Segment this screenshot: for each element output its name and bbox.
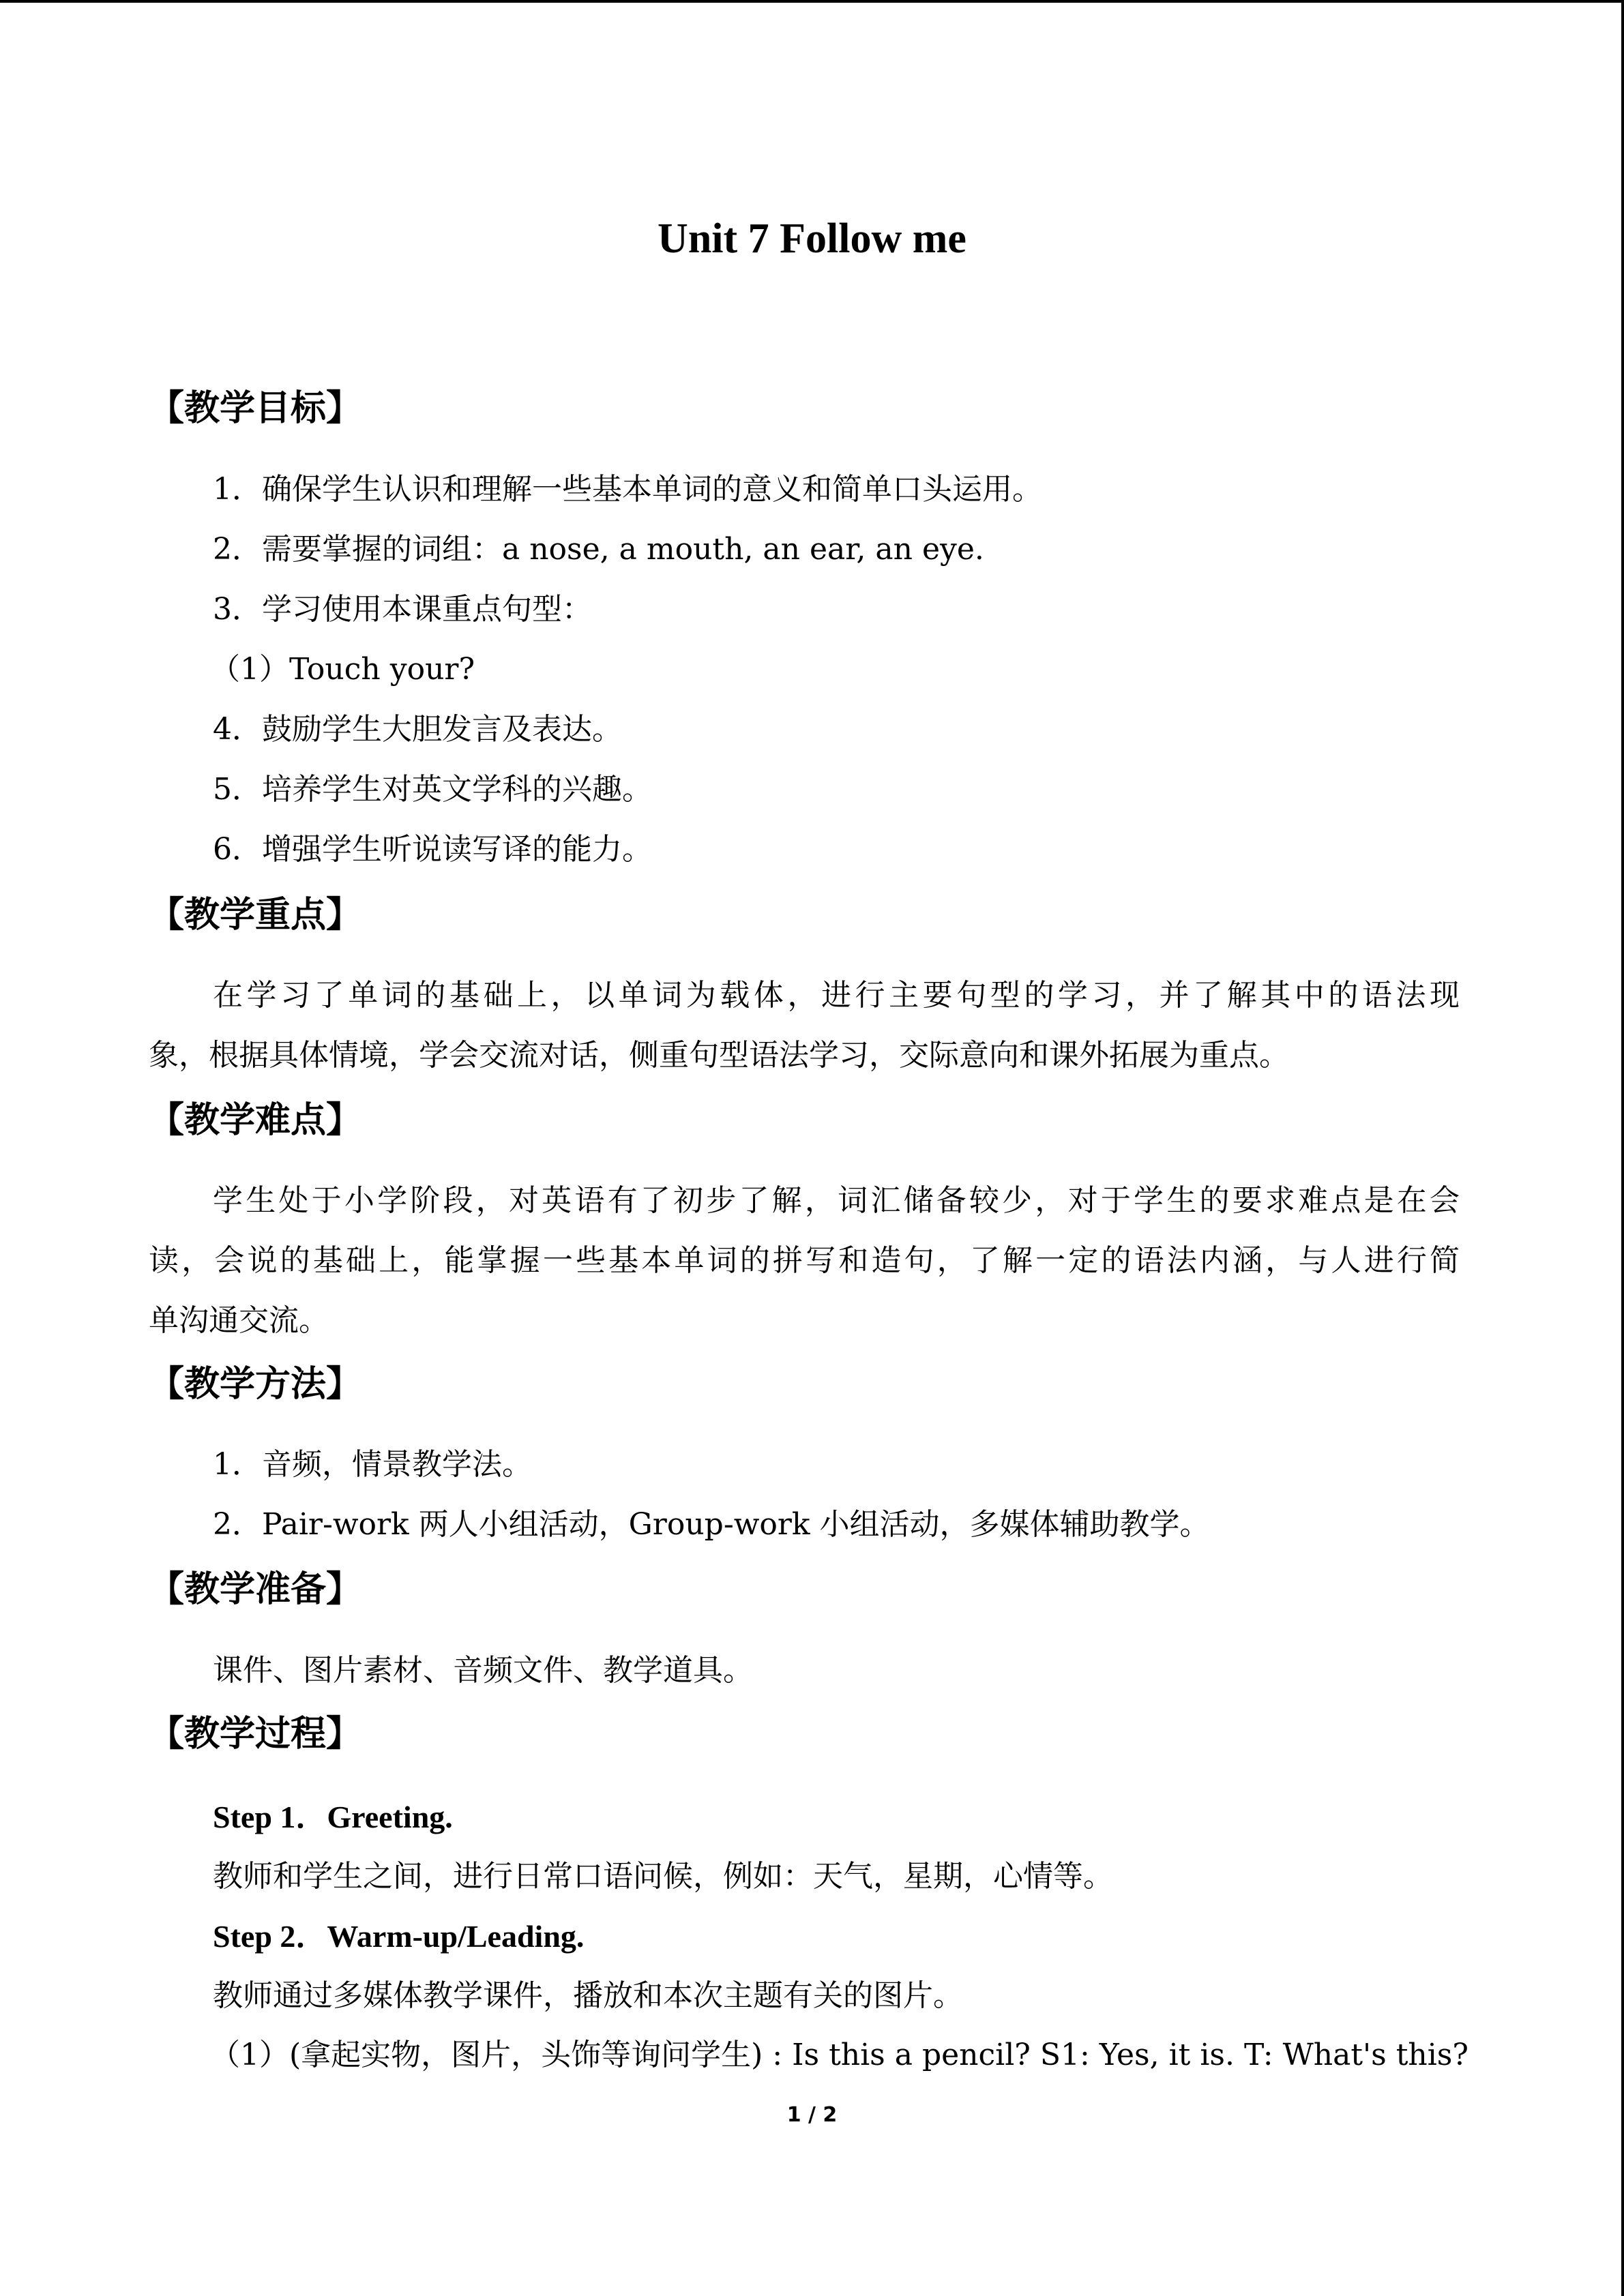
section-heading-process: 【教学过程】 <box>149 1714 362 1755</box>
objective-item: 3．学习使用本课重点句型： <box>213 592 592 627</box>
section-heading-preparation: 【教学准备】 <box>149 1569 362 1610</box>
section-heading-key-points: 【教学重点】 <box>149 895 362 936</box>
difficulties-line: 读，会说的基础上，能掌握一些基本单词的拼写和造句，了解一定的语法内涵，与人进行简 <box>149 1243 1460 1278</box>
objective-item: 1．确保学生认识和理解一些基本单词的意义和简单口头运用。 <box>213 472 1042 507</box>
section-heading-methods: 【教学方法】 <box>149 1364 362 1405</box>
objective-subitem: （1）Touch your? <box>210 652 475 687</box>
page-top-border <box>0 0 1624 3</box>
page-right-border <box>1621 0 1624 2296</box>
key-points-line: 象，根据具体情境，学会交流对话，侧重句型语法学习，交际意向和课外拓展为重点。 <box>149 1038 1289 1073</box>
difficulties-line: 单沟通交流。 <box>149 1303 329 1338</box>
objective-item: 2．需要掌握的词组：a nose, a mouth, an ear, an eye. <box>213 532 984 567</box>
method-item: 1．音频，情景教学法。 <box>213 1447 532 1482</box>
objective-item: 5．培养学生对英文学科的兴趣。 <box>213 772 652 807</box>
step-2-title: Step 2．Warm-up/Leading. <box>213 1919 585 1954</box>
page-title: Unit 7 Follow me <box>658 215 966 262</box>
step-1-text: 教师和学生之间，进行日常口语问候，例如：天气，星期，心情等。 <box>213 1859 1113 1894</box>
method-item: 2．Pair-work 两人小组活动，Group-work 小组活动，多媒体辅助教学。 <box>213 1507 1210 1542</box>
step-2-item: （1）(拿起实物，图片，头饰等询问学生) : Is this a pencil? S1: Yes, it is. T: What's this? <box>210 2038 1468 2072</box>
step-2-text: 教师通过多媒体教学课件，播放和本次主题有关的图片。 <box>213 1978 963 2013</box>
difficulties-line: 学生处于小学阶段，对英语有了初步了解，词汇储备较少，对于学生的要求难点是在会 <box>213 1183 1460 1218</box>
step-1-title: Step 1．Greeting. <box>213 1800 453 1834</box>
page-number: 1 / 2 <box>786 2103 838 2127</box>
objective-item: 6．增强学生听说读写译的能力。 <box>213 832 652 867</box>
preparation-text: 课件、图片素材、音频文件、教学道具。 <box>213 1653 753 1688</box>
section-heading-difficulties: 【教学难点】 <box>149 1100 362 1141</box>
key-points-line: 在学习了单词的基础上，以单词为载体，进行主要句型的学习，并了解其中的语法现 <box>213 978 1460 1013</box>
section-heading-objectives: 【教学目标】 <box>149 388 362 429</box>
objective-item: 4．鼓励学生大胆发言及表达。 <box>213 712 622 747</box>
